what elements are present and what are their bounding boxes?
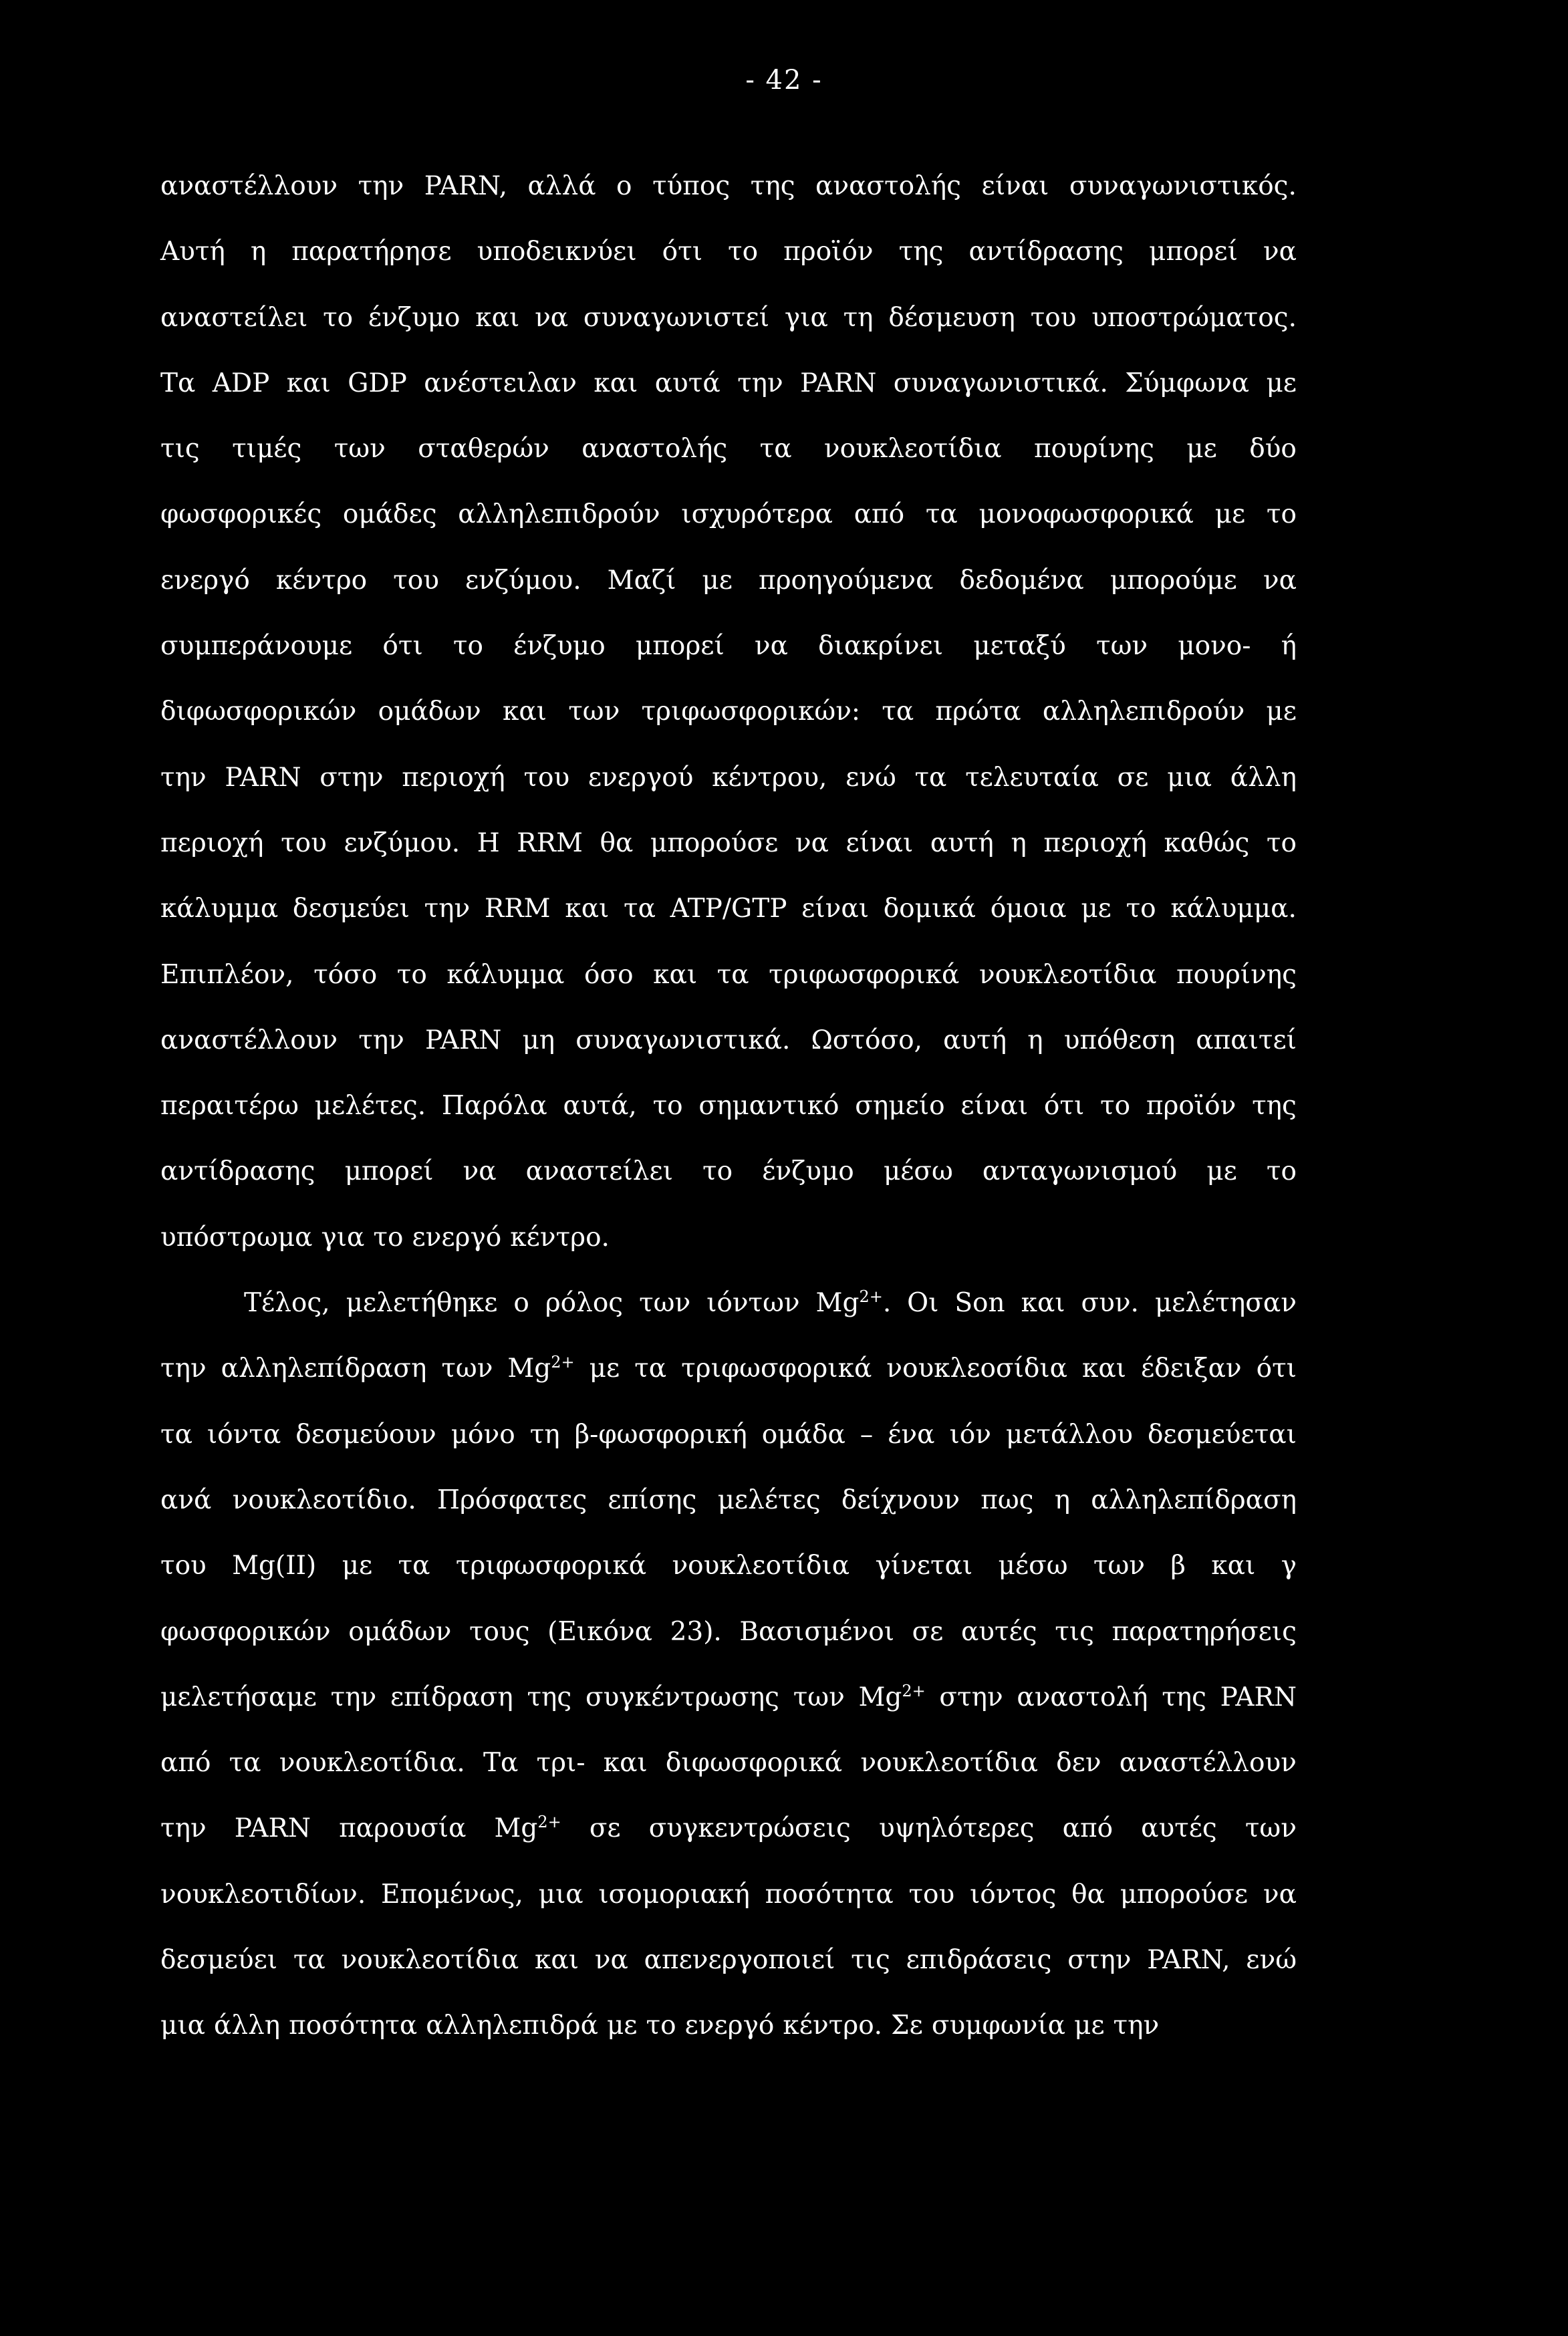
text-line: διφωσφορικών ομάδων και των τριφωσφορικών: τα πρώτα αλληλεπιδρούν με [160, 696, 1297, 727]
text-line: κάλυμμα δεσμεύει την RRM και τα ATP/GTP είναι δομικά όμοια με το κάλυμμα. [160, 894, 1297, 924]
text-line: τα ιόντα δεσμεύουν μόνο τη β-φωσφορική ομάδα – ένα ιόν μετάλλου δεσμεύεται [160, 1419, 1297, 1450]
text-line: υπόστρωμα για το ενεργό κέντρο. [160, 1222, 610, 1253]
text-line: αναστέλλουν την PARN μη συναγωνιστικά. Ωστόσο, αυτή η υπόθεση απαιτεί [160, 1025, 1297, 1055]
text-line: Αυτή η παρατήρησε υποδεικνύει ότι το προϊόν της αντίδρασης μπορεί να [160, 237, 1297, 267]
text-line: Επιπλέον, τόσο το κάλυμμα όσο και τα τριφωσφορικά νουκλεοτίδια πουρίνης [160, 959, 1297, 990]
text-line: Τα ADP και GDP ανέστειλαν και αυτά την PARN συναγωνιστικά. Σύμφωνα με [160, 368, 1297, 398]
text-line: από τα νουκλεοτίδια. Τα τρι- και διφωσφορικά νουκλεοτίδια δεν αναστέλλουν [160, 1748, 1297, 1779]
text-line: την PARN παρουσία $Mg^{2+}$ σε συγκεντρώσεις υψηλότερες από αυτές των [160, 1813, 1297, 1844]
text-line: του Mg(II) με τα τριφωσφορικά νουκλεοτίδια γίνεται μέσω των β και γ [160, 1551, 1297, 1581]
text-line: τις τιμές των σταθερών αναστολής τα νουκλεοτίδια πουρίνης με δύο [160, 434, 1297, 465]
text-line: αντίδρασης μπορεί να αναστείλει το ένζυμο μέσω ανταγωνισμού με το [160, 1156, 1297, 1187]
text-line: Τέλος, μελετήθηκε ο ρόλος των ιόντων $Mg^{2+}$. Οι Son και συν. μελέτησαν [244, 1287, 1297, 1319]
text-line: φωσφορικές ομάδες αλληλεπιδρούν ισχυρότερα από τα μονοφωσφορικά με το [160, 499, 1297, 530]
text-line: περιοχή του ενζύμου. Η RRM θα μπορούσε να είναι αυτή η περιοχή καθώς το [160, 827, 1297, 858]
text-line: ενεργό κέντρο του ενζύμου. Μαζί με προηγούμενα δεδομένα μπορούμε να [160, 565, 1297, 596]
text-line: συμπεράνουμε ότι το ένζυμο μπορεί να διακρίνει μεταξύ των μονο- ή [160, 631, 1297, 662]
text-line: φωσφορικών ομάδων τους (Εικόνα 23). Βασισμένοι σε αυτές τις παρατηρήσεις [160, 1616, 1297, 1647]
text-line: αναστέλλουν την PARN, αλλά ο τύπος της αναστολής είναι συναγωνιστικός. [160, 171, 1297, 201]
text-line: μια άλλη ποσότητα αλληλεπιδρά με το ενεργό κέντρο. Σε συμφωνία με την [160, 2010, 1160, 2041]
page-number: - 42 - [745, 65, 823, 96]
text-line: περαιτέρω μελέτες. Παρόλα αυτά, το σημαντικό σημείο είναι ότι το προϊόν της [160, 1091, 1297, 1122]
text-line: ανά νουκλεοτίδιο. Πρόσφατες επίσης μελέτες δείχνουν πως η αλληλεπίδραση [160, 1484, 1297, 1515]
text-line: μελετήσαμε την επίδραση της συγκέντρωσης των $Mg^{2+}$ στην αναστολή της PARN [160, 1681, 1297, 1712]
text-line: αναστείλει το ένζυμο και να συναγωνιστεί για τη δέσμευση του υποστρώματος. [160, 302, 1297, 333]
text-line: την αλληλεπίδραση των $Mg^{2+}$ με τα τριφωσφορικά νουκλεοσίδια και έδειξαν ότι [160, 1353, 1297, 1384]
text-line: δεσμεύει τα νουκλεοτίδια και να απενεργοποιεί τις επιδράσεις στην PARN, ενώ [160, 1945, 1297, 1976]
body-text [160, 154, 1297, 2059]
text-line: την PARN στην περιοχή του ενεργού κέντρου, ενώ τα τελευταία σε μια άλλη [160, 762, 1297, 793]
text-line: νουκλεοτιδίων. Επομένως, μια ισομοριακή ποσότητα του ιόντος θα μπορούσε να [160, 1879, 1297, 1910]
